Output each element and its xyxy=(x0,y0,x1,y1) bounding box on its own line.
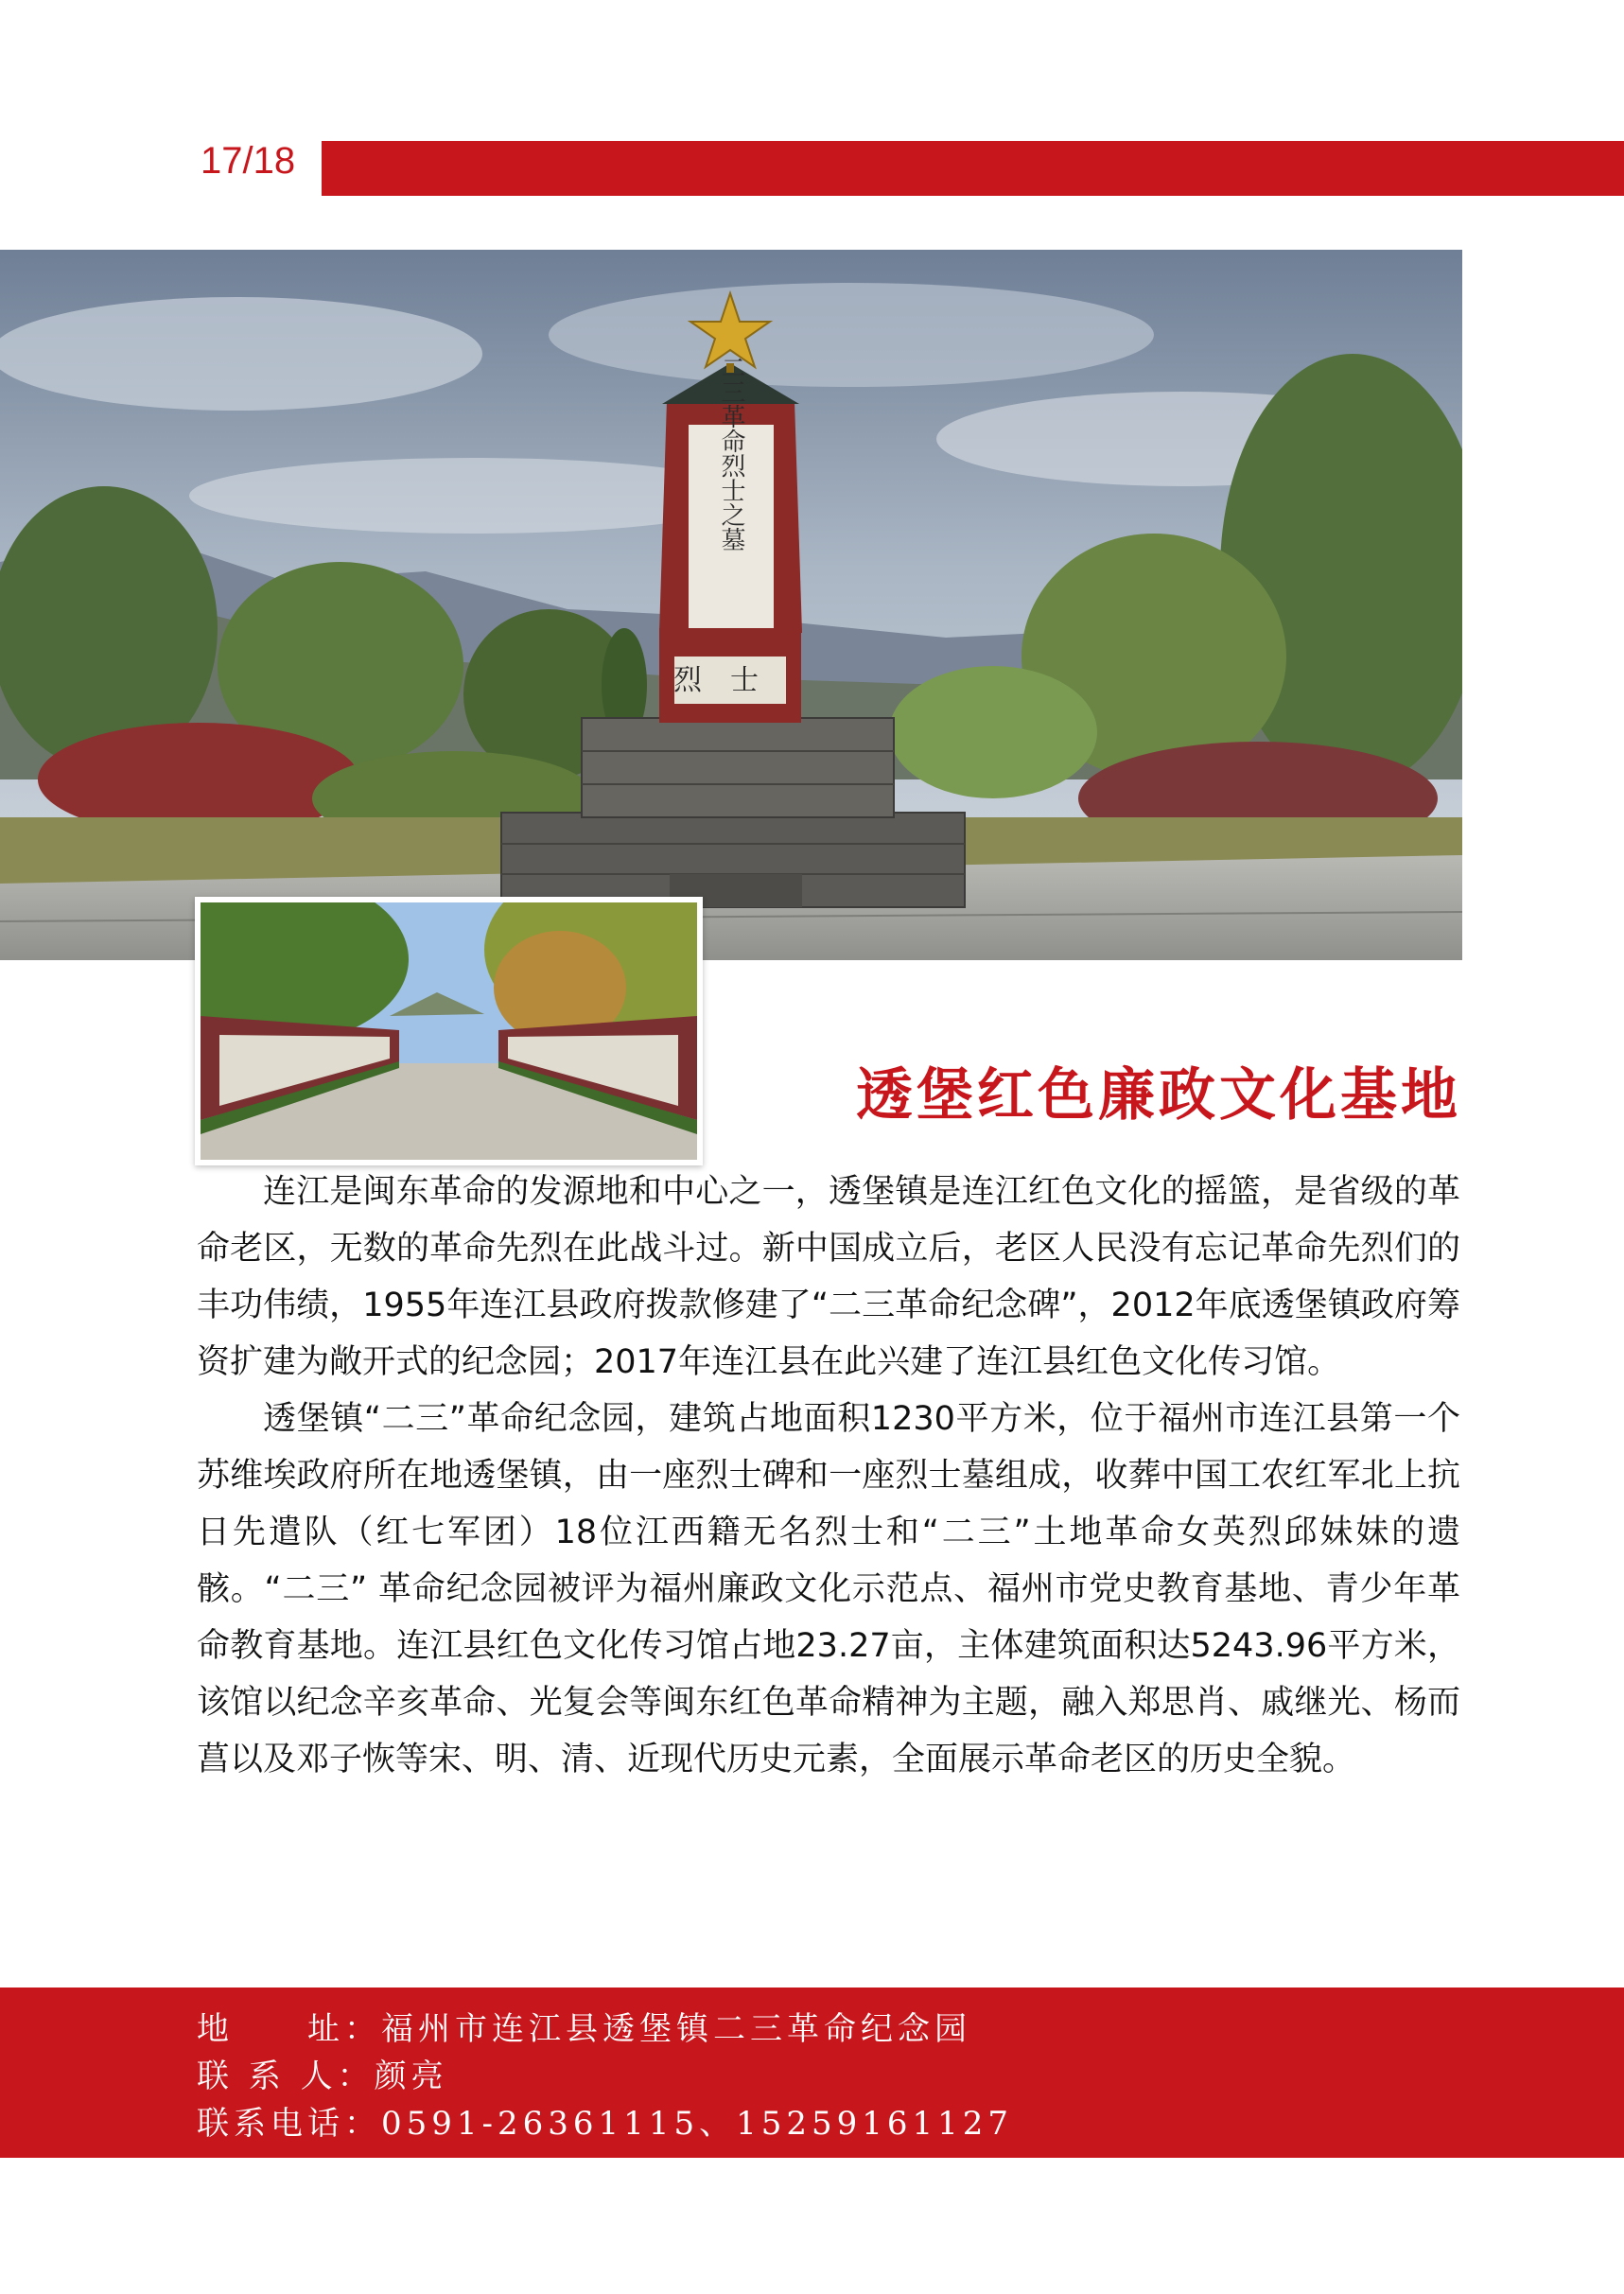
monument-photo xyxy=(0,250,1462,960)
monument-inscription: 二三革命烈士之墓 xyxy=(717,355,745,552)
contact-value: 颜亮 xyxy=(374,2058,448,2095)
paragraph-1: 连江是闽东革命的发源地和中心之一，透堡镇是连江红色文化的摇篮，是省级的革命老区，无数的革命先烈在此战斗过。新中国成立后，老区人民没有忘记革命先烈们的丰功伟绩，1955年连江县政府拨款修建了“二三革命纪念碑”，2012年底透堡镇政府筹资扩建为敞开式的纪念园；2017年连江县在此兴建了连江县红色文化传习馆。 xyxy=(197,1173,1460,1381)
phone-value: 0591-26361115、15259161127 xyxy=(381,2105,1014,2143)
address-label: 地 址： xyxy=(197,2010,381,2048)
phone-label: 联系电话： xyxy=(197,2105,381,2143)
contact-label: 联 系 人： xyxy=(197,2058,375,2095)
contact-footer xyxy=(0,1988,1624,2158)
article-body xyxy=(197,1164,1460,1788)
phone-line xyxy=(197,2105,1014,2143)
paragraph-2: 透堡镇“二三”革命纪念园，建筑占地面积1230平方米，位于福州市连江县第一个苏维埃政府所在地透堡镇，由一座烈士碑和一座烈士墓组成，收葬中国工农红军北上抗日先遣队（红七军团）18位江西籍无名烈士和“二三”土地革命女英烈邱妹妹的遗骸。“二三” 革命纪念园被评为福州廉政文化示范点、福州市党史教育基地、青少年革命教育基地。连江县红色文化传习馆占地23.27亩，主体建筑面积达5243.96平方米，该馆以纪念辛亥革命、光复会等闽东红色革命精神为主题，融入郑思肖、戚继光、杨而菖以及邓子恢等宋、明、清、近现代历史元素，全面展示革命老区的历史全貌。 xyxy=(197,1400,1460,1778)
monument-plaque: 烈士 xyxy=(673,664,787,697)
address-value: 福州市连江县透堡镇二三革命纪念园 xyxy=(381,2010,971,2048)
contact-line xyxy=(197,2060,448,2093)
header-bar xyxy=(322,141,1624,196)
memorial-walkway-photo xyxy=(195,897,703,1165)
address-line xyxy=(197,2010,971,2048)
page-number: 17/18 xyxy=(201,140,296,182)
page-title: 透堡红色廉政文化基地 xyxy=(856,1062,1461,1129)
